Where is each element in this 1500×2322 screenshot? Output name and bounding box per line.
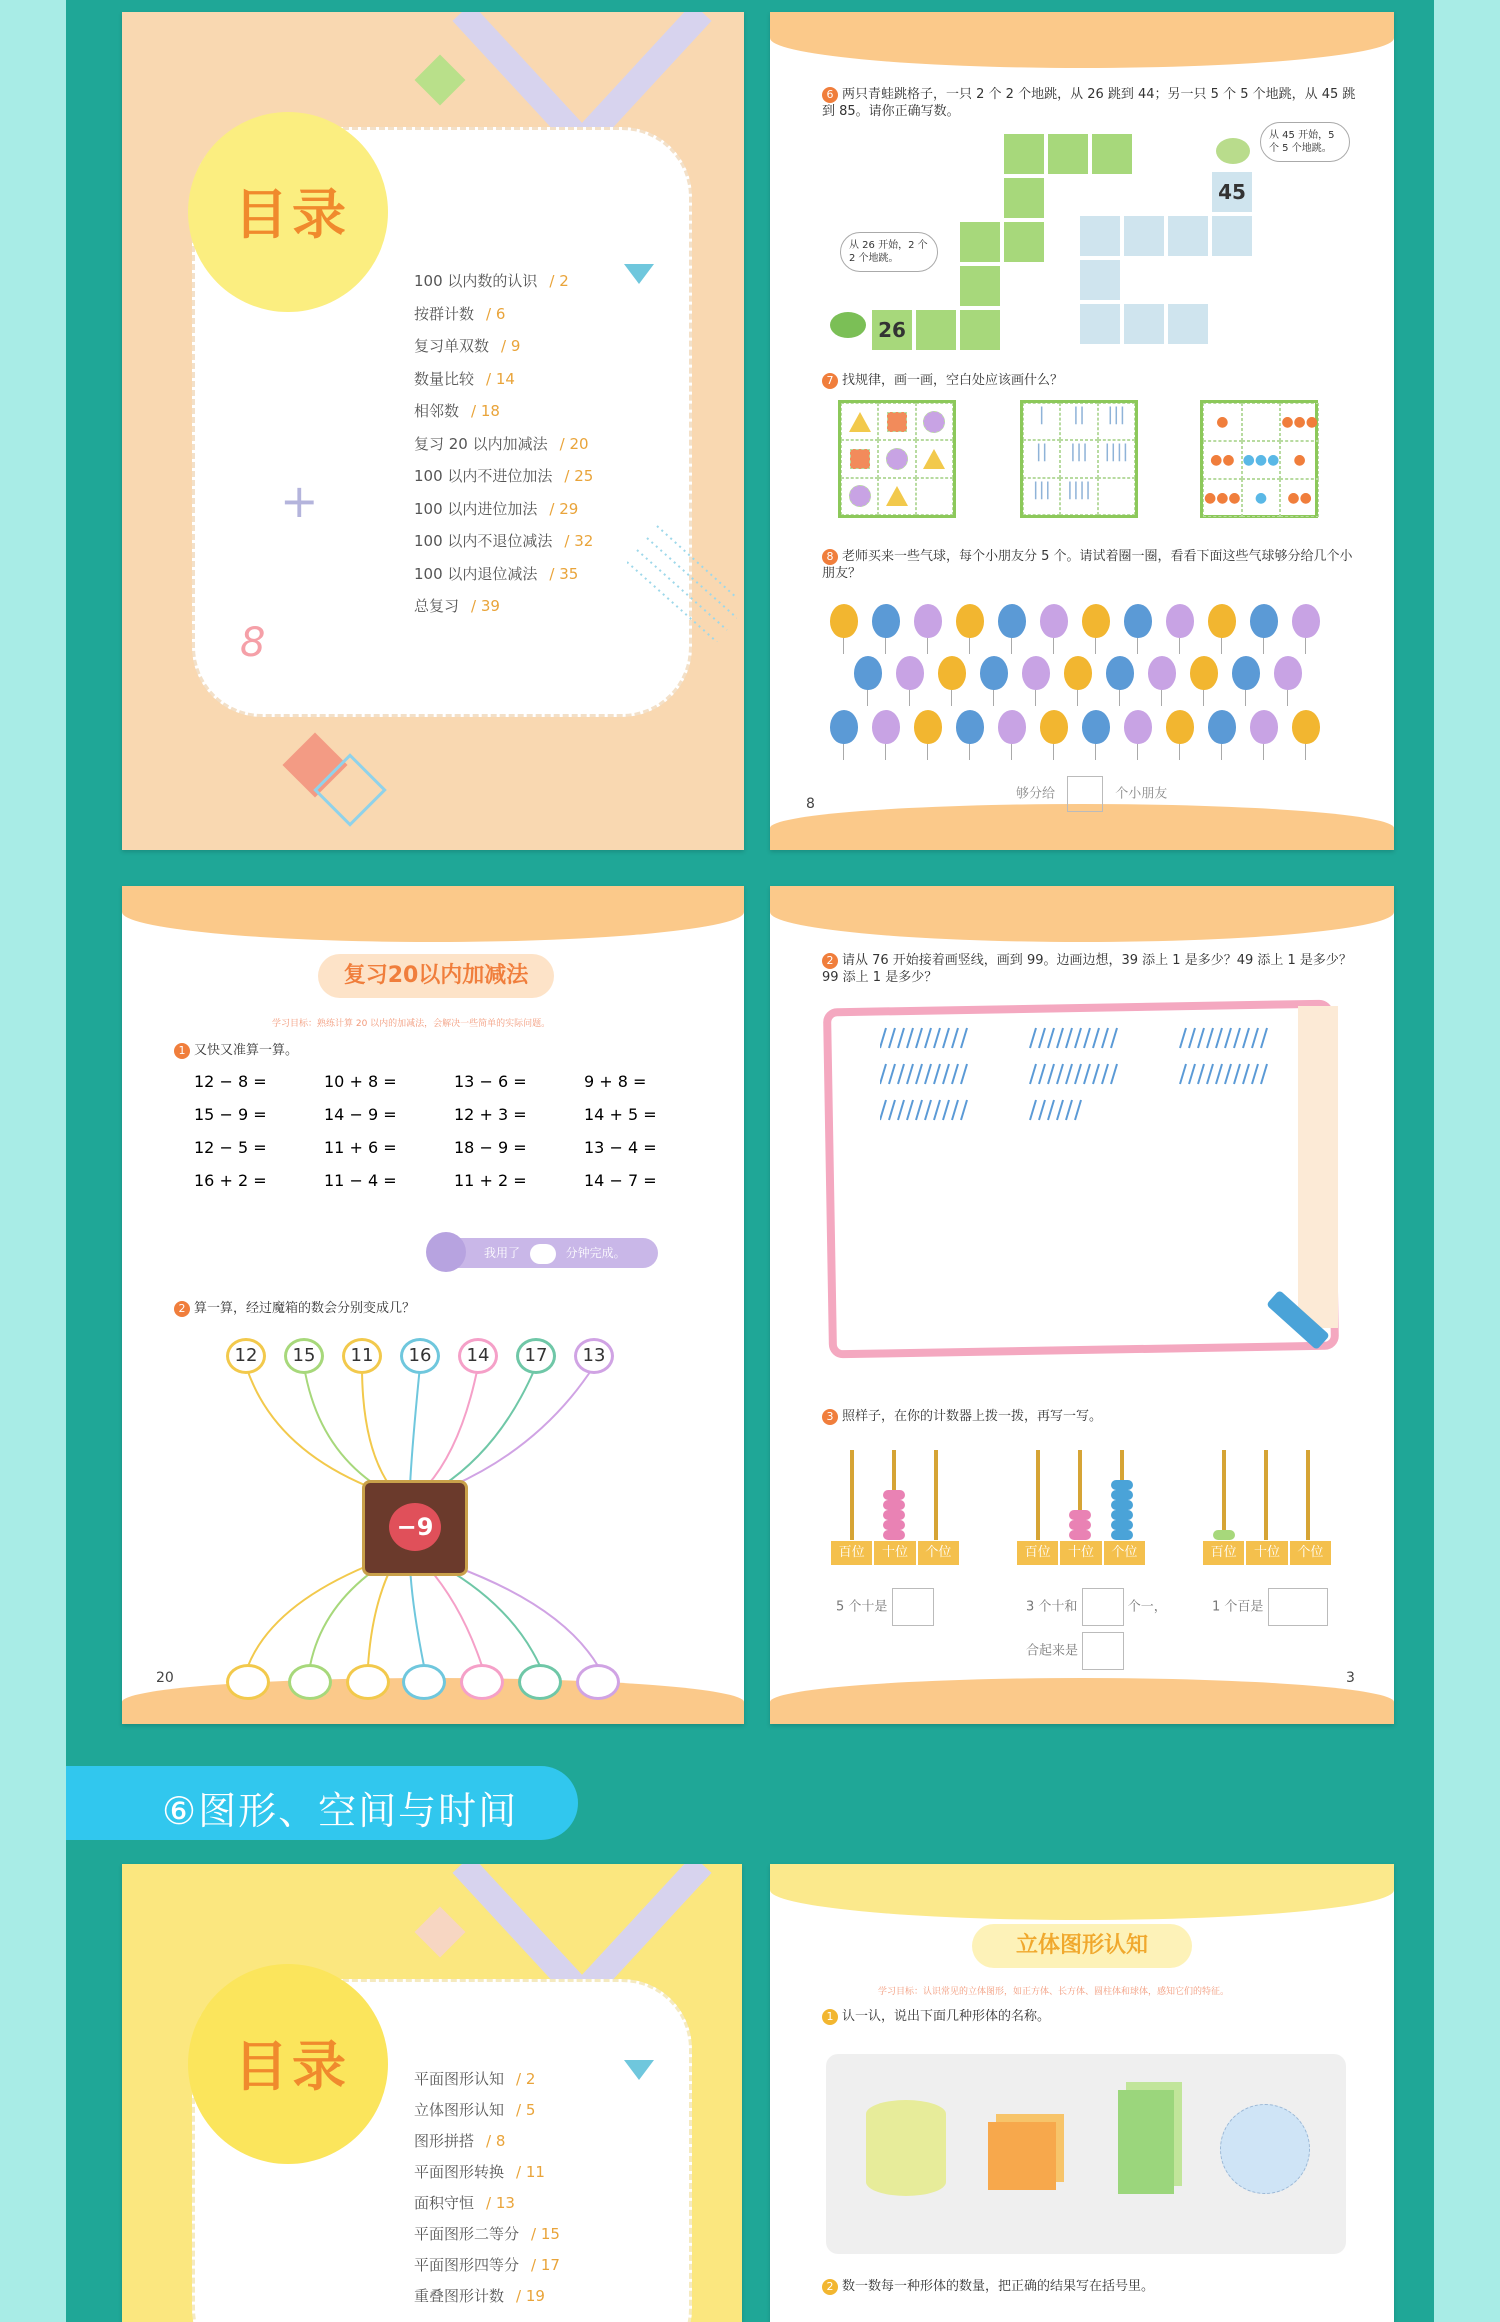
title-banner: 立体图形认知 (972, 1924, 1192, 1968)
tally-mark (1075, 1064, 1081, 1084)
balloon[interactable] (1250, 604, 1278, 638)
grid-cell[interactable] (1002, 176, 1046, 220)
grid-cell[interactable] (958, 308, 1002, 352)
toc-title: 目录 (234, 183, 350, 246)
tally-mark (1198, 1028, 1204, 1048)
tally-mark (1180, 1064, 1186, 1084)
page-number: 3 (1346, 1670, 1355, 1686)
balloon[interactable] (1232, 656, 1260, 690)
grid-cell[interactable] (914, 308, 958, 352)
balloon[interactable] (1106, 656, 1134, 690)
tally-mark (1084, 1064, 1090, 1084)
section-tab (66, 1766, 578, 1840)
abacus-bead[interactable] (1111, 1500, 1133, 1510)
tally-mark (1252, 1028, 1258, 1048)
tally-mark (925, 1100, 931, 1120)
toc-item[interactable]: 面积守恒 / 13 (414, 2194, 515, 2212)
answer-ring[interactable] (288, 1664, 332, 1700)
tally-mark (934, 1100, 940, 1120)
tally-mark (880, 1064, 886, 1084)
equation[interactable]: 14 − 9 = (324, 1105, 397, 1124)
answer-box[interactable] (892, 1588, 934, 1626)
tally-mark (961, 1100, 967, 1120)
input-ring[interactable]: 14 (458, 1338, 498, 1374)
balloon[interactable] (1208, 710, 1236, 744)
equation[interactable]: 15 − 9 = (194, 1105, 267, 1124)
equation[interactable]: 11 − 4 = (324, 1171, 397, 1190)
pattern-grid[interactable]: | || ||| || ||| |||| ||| |||| (1020, 400, 1138, 518)
balloon[interactable] (1148, 656, 1176, 690)
toc-item[interactable]: 相邻数 / 18 (414, 402, 500, 420)
grid-cell[interactable] (1122, 302, 1166, 346)
equation[interactable]: 13 − 4 = (584, 1138, 657, 1157)
toc-item[interactable]: 立体图形认知 / 5 (414, 2101, 536, 2119)
toc-item[interactable]: 100 以内退位减法 / 35 (414, 564, 579, 583)
tally-mark (1198, 1064, 1204, 1084)
toc-item[interactable]: 平面图形认知 / 2 (414, 2070, 536, 2088)
tally-mark (925, 1064, 931, 1084)
balloon[interactable] (1292, 604, 1320, 638)
speech-bubble: 从 26 开始，2 个 2 个地跳。 (840, 232, 938, 272)
equation[interactable]: 12 − 8 = (194, 1072, 267, 1091)
balloon[interactable] (1292, 710, 1320, 744)
abacus-bead[interactable] (1111, 1490, 1133, 1500)
tally-mark (1075, 1100, 1081, 1120)
toc-item[interactable]: 100 以内进位加法 / 29 (414, 499, 579, 518)
abacus-bead[interactable] (883, 1510, 905, 1520)
abacus-bead[interactable] (883, 1500, 905, 1510)
tally-mark (1048, 1028, 1054, 1048)
toc-item[interactable]: 平面图形转换 / 11 (414, 2163, 545, 2181)
pattern-grid[interactable]: ● ●●● ●● ●●● ● ●●● ● ●● (1200, 400, 1318, 518)
input-ring[interactable]: 16 (400, 1338, 440, 1374)
tally-mark (1057, 1100, 1063, 1120)
toc-page-1 (122, 12, 744, 850)
abacus-rod (1306, 1450, 1310, 1540)
tally-mark (1261, 1064, 1267, 1084)
toc-item[interactable]: 复习 20 以内加减法 / 20 (414, 434, 589, 453)
toc-list (414, 270, 593, 628)
worksheet-page-solid-shapes (770, 1864, 1394, 2322)
eight-decoration: 8 (240, 620, 266, 666)
balloon[interactable] (914, 710, 942, 744)
abacus-rod (1036, 1450, 1040, 1540)
tally-mark (1066, 1028, 1072, 1048)
tally-mark (934, 1028, 940, 1048)
toc-item[interactable]: 100 以内不进位加法 / 25 (414, 467, 594, 485)
grid-cell-start[interactable]: 45 (1210, 170, 1254, 214)
learning-goal: 学习目标：熟练计算 20 以内的加减法，会解决一些简单的实际问题。 (272, 1019, 551, 1029)
magic-box (362, 1480, 468, 1576)
grid-cell[interactable] (1122, 214, 1166, 258)
abacus-rod (850, 1450, 854, 1540)
abacus-bead[interactable] (1069, 1530, 1091, 1540)
tally-mark (1093, 1028, 1099, 1048)
top-wave (770, 12, 1394, 68)
abacus-bead[interactable] (1213, 1530, 1235, 1540)
grid-cell-start[interactable]: 26 (870, 308, 914, 352)
tally-mark (943, 1028, 949, 1048)
balloon[interactable] (938, 656, 966, 690)
abacus-base: 百位 十位 个位 (830, 1540, 960, 1566)
abacus-bead[interactable] (1111, 1530, 1133, 1540)
worksheet-page-20 (122, 886, 744, 1724)
abacus-caption: 1 个百是 (1212, 1588, 1328, 1626)
page-number: 20 (156, 1670, 174, 1686)
question-7: 7 找规律，画一画，空白处应该画什么？ (822, 372, 1362, 389)
triangle-decoration (624, 2060, 654, 2082)
toc-item[interactable]: 复习单双数 / 9 (414, 337, 521, 355)
magic-box-lines (122, 886, 744, 1724)
toc-item[interactable]: 平面图形四等分 / 17 (414, 2256, 560, 2274)
magic-box-label: −9 (389, 1503, 441, 1551)
tally-mark (1030, 1064, 1036, 1084)
grid-cell[interactable] (1078, 258, 1122, 302)
abacus-caption: 3 个十和 个一， (1026, 1588, 1167, 1626)
tally-mark (916, 1100, 922, 1120)
grid-cell[interactable] (1078, 214, 1122, 258)
toc-item[interactable]: 重叠图形计数 / 19 (414, 2287, 545, 2305)
balloon[interactable] (914, 604, 942, 638)
tally-mark (889, 1064, 895, 1084)
tally-mark (1102, 1064, 1108, 1084)
worksheet-page-3 (770, 886, 1394, 1724)
plus-decoration: + (280, 474, 319, 528)
tally-mark (1057, 1064, 1063, 1084)
abacus-caption: 合起来是 (1026, 1632, 1124, 1670)
abacus-rod (1264, 1450, 1268, 1540)
toc-item[interactable]: 总复习 / 39 (414, 597, 500, 615)
equation[interactable]: 12 − 5 = (194, 1138, 267, 1157)
answer-ring[interactable] (576, 1664, 620, 1700)
balloon[interactable] (1082, 710, 1110, 744)
balloon[interactable] (872, 710, 900, 744)
tally-mark (943, 1064, 949, 1084)
abacus-base: 百位 十位 个位 (1016, 1540, 1146, 1566)
tally-mark (1039, 1028, 1045, 1048)
abacus-rod (934, 1450, 938, 1540)
input-ring[interactable]: 11 (342, 1338, 382, 1374)
toc-item[interactable]: 图形拼搭 / 8 (414, 2132, 506, 2150)
balloon[interactable] (1082, 604, 1110, 638)
tally-mark (889, 1100, 895, 1120)
tally-mark (952, 1100, 958, 1120)
tally-mark (1252, 1064, 1258, 1084)
equation[interactable]: 11 + 6 = (324, 1138, 397, 1157)
tally-mark (1048, 1100, 1054, 1120)
equation[interactable]: 14 − 7 = (584, 1171, 657, 1190)
input-ring[interactable]: 17 (516, 1338, 556, 1374)
question-3: 3 照样子，在你的计数器上拨一拨，再写一写。 (822, 1408, 1102, 1425)
balloon[interactable] (854, 656, 882, 690)
grid-cell[interactable] (1090, 132, 1134, 176)
tally-mark (1243, 1028, 1249, 1048)
timer-pill: 我用了 分钟完成。 (438, 1238, 658, 1268)
question-1: 1 又快又准算一算。 (174, 1042, 298, 1059)
balloon[interactable] (956, 604, 984, 638)
sphere-shape[interactable] (1220, 2104, 1310, 2194)
tally-mark (1075, 1028, 1081, 1048)
tally-mark (907, 1064, 913, 1084)
input-ring[interactable]: 15 (284, 1338, 324, 1374)
balloon[interactable] (956, 710, 984, 744)
learning-goal: 学习目标：认识常见的立体图形，如正方体、长方体、圆柱体和球体，感知它们的特征。 (878, 1987, 1230, 1997)
balloon[interactable] (830, 710, 858, 744)
tally-mark (1207, 1064, 1213, 1084)
grid-cell[interactable] (958, 264, 1002, 308)
balloon[interactable] (1064, 656, 1092, 690)
tally-mark (1066, 1100, 1072, 1120)
grid-cell[interactable] (1166, 214, 1210, 258)
tally-mark (1180, 1028, 1186, 1048)
question-2: 2 请从 76 开始接着画竖线，画到 99。边画边想，39 添上 1 是多少？49 添上 1 是多少？99 添上 1 是多少？ (822, 953, 1352, 985)
grid-cell[interactable] (958, 220, 1002, 264)
tally-mark (952, 1028, 958, 1048)
tally-mark (961, 1028, 967, 1048)
tally-mark (934, 1064, 940, 1084)
tally-mark (952, 1064, 958, 1084)
question-1: 1 认一认，说出下面几种形体的名称。 (822, 2008, 1050, 2025)
worksheet-page-8 (770, 12, 1394, 850)
answer-ring[interactable] (346, 1664, 390, 1700)
top-wave (770, 1864, 1394, 1920)
balloon[interactable] (830, 604, 858, 638)
balloon[interactable] (1040, 604, 1068, 638)
title-banner: 复习20以内加减法 (318, 954, 554, 998)
tally-mark (1066, 1064, 1072, 1084)
frog-icon (1216, 138, 1250, 164)
tally-mark (1093, 1064, 1099, 1084)
tally-mark (1243, 1064, 1249, 1084)
balloon[interactable] (896, 656, 924, 690)
tally-mark (916, 1028, 922, 1048)
tally-mark (1216, 1064, 1222, 1084)
answer-box[interactable] (1082, 1588, 1124, 1626)
equation[interactable]: 10 + 8 = (324, 1072, 397, 1091)
balloon[interactable] (1124, 604, 1152, 638)
tally-mark (1189, 1028, 1195, 1048)
balloon[interactable] (1250, 710, 1278, 744)
abacus-bead[interactable] (883, 1530, 905, 1540)
toc-item[interactable]: 100 以内不退位减法 / 32 (414, 532, 594, 550)
balloon[interactable] (1022, 656, 1050, 690)
cuboid-shape[interactable] (1118, 2090, 1174, 2194)
cube-shape[interactable] (988, 2122, 1056, 2190)
tally-mark (880, 1028, 886, 1048)
tally-mark (1234, 1064, 1240, 1084)
grid-cell[interactable] (1210, 214, 1254, 258)
triangle-decoration (624, 264, 654, 286)
bottom-wave (770, 1678, 1394, 1724)
toc-item[interactable]: 平面图形二等分 / 15 (414, 2225, 560, 2243)
tally-mark (1048, 1064, 1054, 1084)
cylinder-shape[interactable] (866, 2100, 946, 2196)
answer-box[interactable] (1082, 1632, 1124, 1670)
abacus-bead[interactable] (883, 1490, 905, 1500)
tally-mark (1030, 1100, 1036, 1120)
tally-mark (925, 1028, 931, 1048)
balloon[interactable] (1274, 656, 1302, 690)
tally-mark (1039, 1064, 1045, 1084)
question-8: 8 老师买来一些气球，每个小朋友分 5 个。请试着圈一圈，看看下面这些气球够分给几个小朋友？ (822, 549, 1353, 581)
abacus-caption: 5 个十是 (836, 1588, 934, 1626)
toc-title: 目录 (234, 2035, 350, 2098)
answer-box[interactable] (1268, 1588, 1328, 1626)
tally-mark (1225, 1028, 1231, 1048)
abacus-base: 百位 十位 个位 (1202, 1540, 1332, 1566)
tally-mark (1207, 1028, 1213, 1048)
section-label: ⑥图形、空间与时间 (162, 1789, 519, 1833)
equation[interactable]: 13 − 6 = (454, 1072, 527, 1091)
page-number: 8 (806, 796, 815, 812)
tally-mark (1234, 1028, 1240, 1048)
tally-mark (1225, 1064, 1231, 1084)
tally-marks (880, 1026, 1300, 1136)
top-wave (770, 886, 1394, 942)
abacus-bead[interactable] (1111, 1510, 1133, 1520)
tally-mark (907, 1028, 913, 1048)
input-ring[interactable]: 12 (226, 1338, 266, 1374)
balloon[interactable] (998, 604, 1026, 638)
tally-mark (898, 1064, 904, 1084)
balloon[interactable] (1166, 710, 1194, 744)
question-2: 2 算一算，经过魔箱的数会分别变成几？ (174, 1300, 415, 1317)
tally-mark (1084, 1028, 1090, 1048)
balloon[interactable] (872, 604, 900, 638)
answer-box[interactable] (1067, 776, 1103, 812)
tally-mark (898, 1100, 904, 1120)
tally-mark (1030, 1028, 1036, 1048)
tally-mark (907, 1100, 913, 1120)
abacus-bead[interactable] (1069, 1510, 1091, 1520)
answer-ring[interactable] (518, 1664, 562, 1700)
equation[interactable]: 18 − 9 = (454, 1138, 527, 1157)
question-2: 2 数一数每一种形体的数量，把正确的结果写在括号里。 (822, 2278, 1154, 2295)
toc-page-2 (122, 1864, 742, 2322)
tally-mark (1216, 1028, 1222, 1048)
abacus-bead[interactable] (1069, 1520, 1091, 1530)
speech-bubble: 从 45 开始，5 个 5 个地跳。 (1260, 122, 1350, 162)
balloon[interactable] (1208, 604, 1236, 638)
tally-mark (1111, 1064, 1117, 1084)
equation[interactable]: 9 + 8 = (584, 1072, 647, 1091)
balloon[interactable] (1190, 656, 1218, 690)
equation[interactable]: 14 + 5 = (584, 1105, 657, 1124)
answer-ring[interactable] (460, 1664, 504, 1700)
tally-mark (943, 1100, 949, 1120)
paper-curl (1298, 1006, 1338, 1328)
answer-line: 够分给 个小朋友 (1016, 776, 1167, 812)
equation[interactable]: 16 + 2 = (194, 1171, 267, 1190)
grid-cell[interactable] (1166, 302, 1210, 346)
answer-ring[interactable] (226, 1664, 270, 1700)
tally-mark (961, 1064, 967, 1084)
input-ring[interactable]: 13 (574, 1338, 614, 1374)
pattern-grid[interactable] (838, 400, 956, 518)
tally-mark (1111, 1028, 1117, 1048)
abacus-bead[interactable] (1111, 1480, 1133, 1490)
tally-mark (1189, 1064, 1195, 1084)
equation[interactable]: 11 + 2 = (454, 1171, 527, 1190)
dots-decoration (627, 522, 737, 642)
tally-mark (916, 1064, 922, 1084)
balloon[interactable] (1124, 710, 1152, 744)
balloon[interactable] (1040, 710, 1068, 744)
toc-item[interactable]: 按群计数 / 6 (414, 304, 506, 323)
tally-mark (880, 1100, 886, 1120)
balloon[interactable] (1166, 604, 1194, 638)
tally-mark (1039, 1100, 1045, 1120)
abacus-bead[interactable] (1111, 1520, 1133, 1530)
grid-cell[interactable] (1002, 220, 1046, 264)
grid-cell[interactable] (1046, 132, 1090, 176)
abacus-rod (1222, 1450, 1226, 1540)
toc-list (414, 2068, 560, 2316)
frog-icon (830, 312, 866, 338)
tally-mark (1261, 1028, 1267, 1048)
grid-cell[interactable] (1078, 302, 1122, 346)
equation[interactable]: 12 + 3 = (454, 1105, 527, 1124)
tally-mark (1057, 1028, 1063, 1048)
tally-mark (1102, 1028, 1108, 1048)
tally-mark (889, 1028, 895, 1048)
balloon[interactable] (980, 656, 1008, 690)
balloon[interactable] (998, 710, 1026, 744)
tally-mark (898, 1028, 904, 1048)
abacus-bead[interactable] (883, 1520, 905, 1530)
grid-cell[interactable] (1002, 132, 1046, 176)
toc-item[interactable]: 数量比较 / 14 (414, 369, 515, 388)
answer-ring[interactable] (402, 1664, 446, 1700)
toc-item[interactable]: 100 以内数的认识 / 2 (414, 272, 569, 290)
question-6: 6 两只青蛙跳格子，一只 2 个 2 个地跳，从 26 跳到 44；另一只 5 个 5 个地跳，从 45 跳到 85。请你正确写数。 (822, 87, 1356, 119)
